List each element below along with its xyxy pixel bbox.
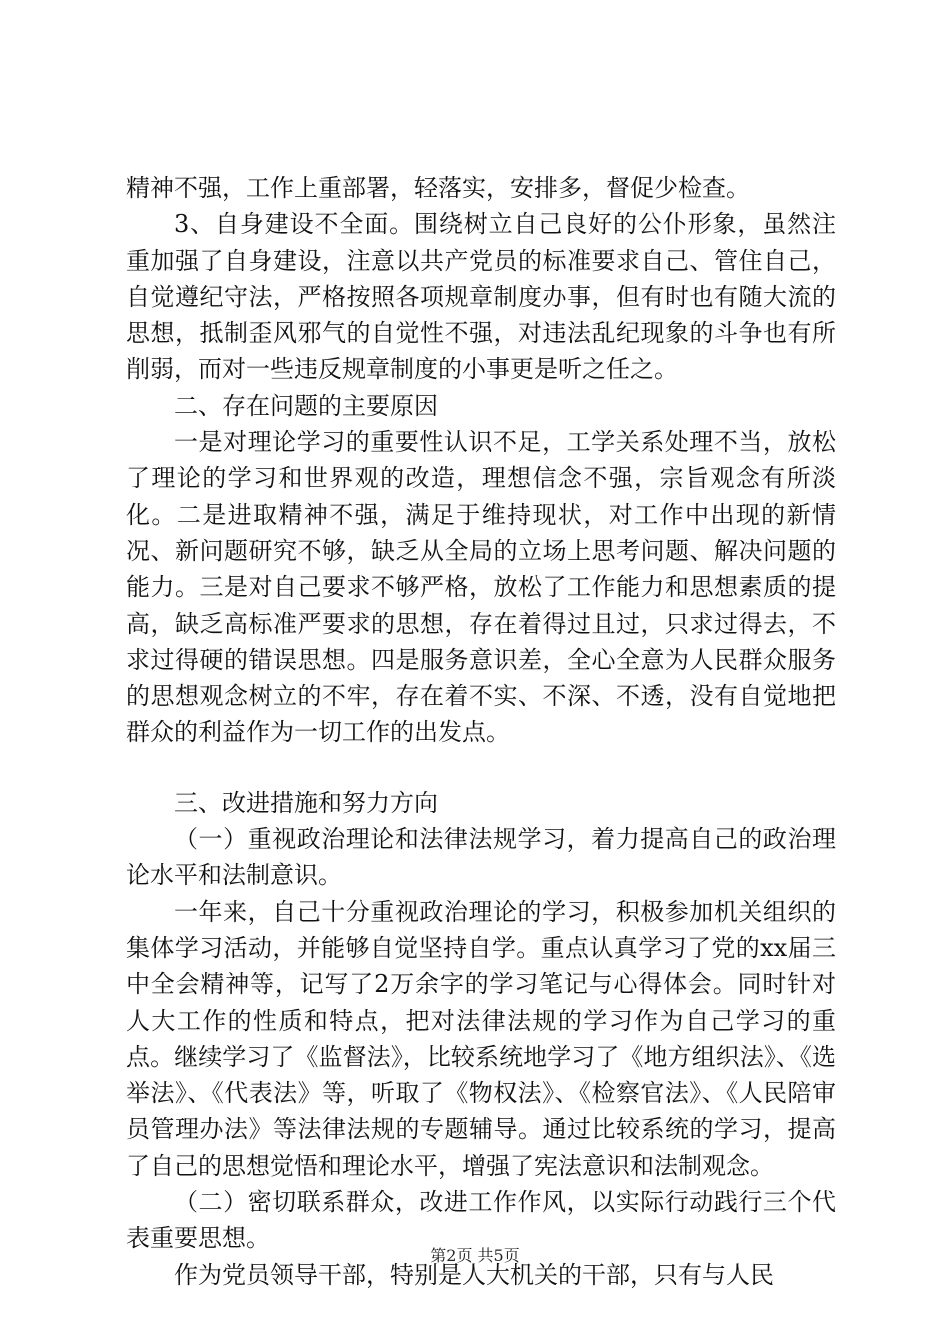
paragraph-continuation: 精神不强，工作上重部署，轻落实，安排多，督促少检查。 <box>126 174 750 202</box>
paragraph-self-construction: 3、自身建设不全面。围绕树立自己良好的公仆形象，虽然注重加强了自身建设，注意以共产党员的标准要求自己、管住自己，自觉遵纪守法，严格按照各项规章制度办事，但有时也有随大流的思想，抵制歪风邪气的自觉性不强，对违法乱纪现象的斗争也有所削弱，而对一些违反规章制度的小事更是听之任之。 <box>126 210 836 384</box>
subheading-study: （一）重视政治理论和法律法规学习，着力提高自己的政治理论水平和法制意识。 <box>126 825 836 890</box>
paragraph-study: 一年来，自己十分重视政治理论的学习，积极参加机关组织的集体学习活动，并能够自觉坚持自学。重点认真学习了党的xx届三中全会精神等，记写了2万余字的学习笔记与心得体会。同时针对人大工作的性质和特点，把对法律法规的学习作为自己学习的重点。继续学习了《监督法》，比较系统地学习了《地方组织法》、《选举法》、《代表法》等，听取了《物权法》、《检察官法》、《人民陪审员管理办法》等法律法规的专题辅导。通过比较系统的学习，提高了自己的思想觉悟和理论水平，增强了宪法意识和法制观念。 <box>126 897 836 1180</box>
paragraph-masses: 作为党员领导干部，特别是人大机关的干部，只有与人民 <box>174 1260 774 1289</box>
document-body <box>126 170 836 1293</box>
subheading-masses: （二）密切联系群众，改进工作作风，以实际行动践行三个代表重要思想。 <box>126 1188 836 1253</box>
page-number-footer: 第2页 共5页 <box>430 1246 520 1265</box>
section-heading-causes: 二、存在问题的主要原因 <box>174 391 438 420</box>
paragraph-causes: 一是对理论学习的重要性认识不足，工学关系处理不当，放松了理论的学习和世界观的改造，理想信念不强，宗旨观念有所淡化。二是进取精神不强，满足于维持现状，对工作中出现的新情况、新问题研究不够，缺乏从全局的立场上思考问题、解决问题的能力。三是对自己要求不够严格，放松了工作能力和思想素质的提高，缺乏高标准严要求的思想，存在着得过且过，只求过得去，不求过得硬的错误思想。四是服务意识差，全心全意为人民群众服务的思想观念树立的不牢，存在着不实、不深、不透，没有自觉地把群众的利益作为一切工作的出发点。 <box>126 428 836 747</box>
paragraph-gap <box>126 751 836 785</box>
section-heading-measures: 三、改进措施和努力方向 <box>174 788 438 817</box>
